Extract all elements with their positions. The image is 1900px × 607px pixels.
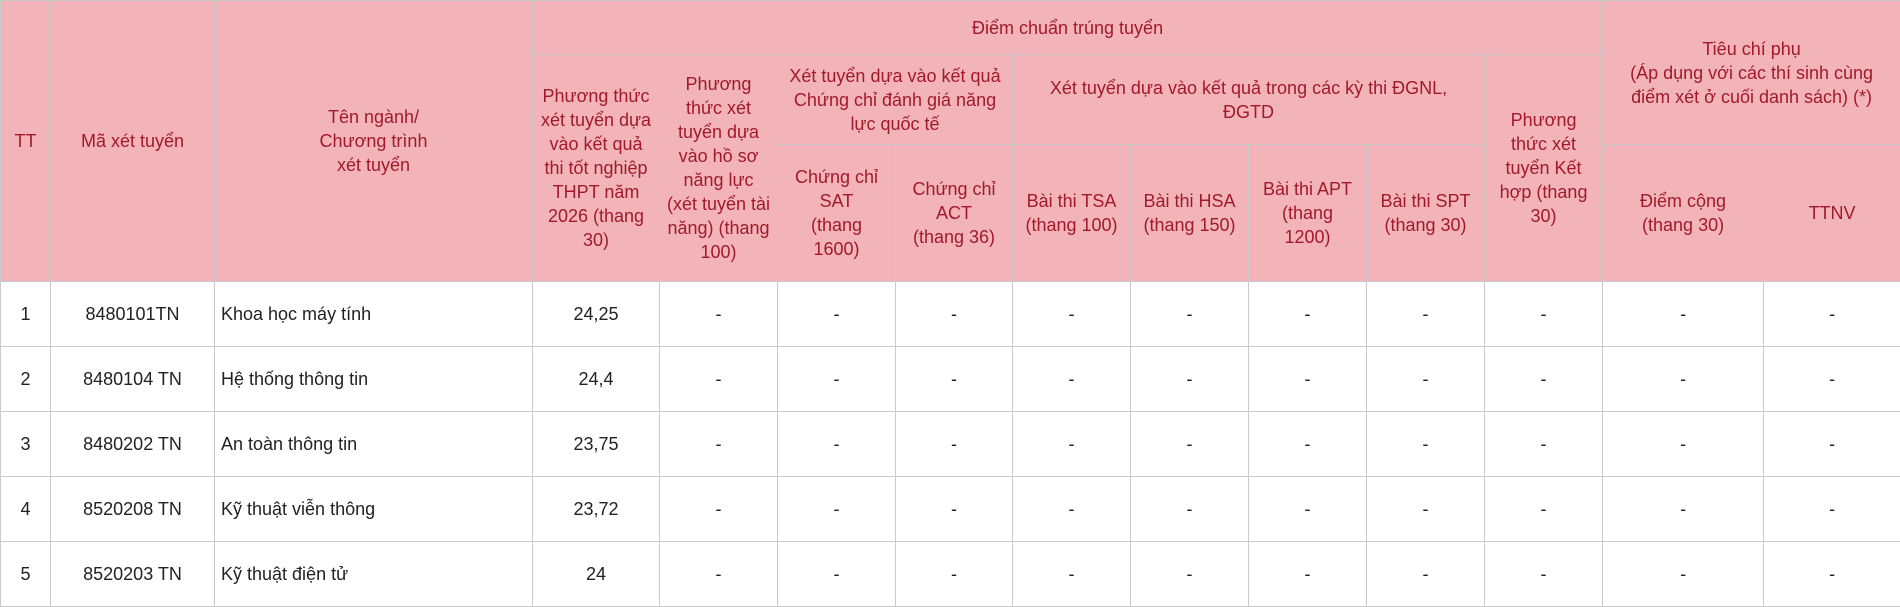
cell-act: - [896, 477, 1013, 542]
cell-tt: 4 [1, 477, 51, 542]
cell-ttnv: - [1764, 542, 1900, 607]
col-header-ten-line: Tên ngành/ [221, 105, 526, 129]
cell-hoso: - [660, 477, 778, 542]
col-header-ket-hop: Phương thức xét tuyển Kết hợp (thang 30) [1485, 55, 1603, 282]
col-header-diem-cong [1603, 145, 1764, 282]
col-header-apt-line: 1200) [1255, 225, 1360, 249]
col-header-ten [215, 1, 533, 282]
col-header-spt [1367, 145, 1485, 282]
cell-ket-hop: - [1485, 477, 1603, 542]
cell-spt: - [1367, 542, 1485, 607]
cell-hsa: - [1131, 477, 1249, 542]
cell-ten: An toàn thông tin [215, 412, 533, 477]
cell-thpt: 24 [533, 542, 660, 607]
cell-act: - [896, 282, 1013, 347]
cell-diem-cong: - [1603, 347, 1764, 412]
cell-ket-hop: - [1485, 282, 1603, 347]
col-header-ten-line: xét tuyển [221, 153, 526, 177]
cell-thpt: 23,75 [533, 412, 660, 477]
cell-tt: 3 [1, 412, 51, 477]
group-header-chung-chi: Xét tuyển dựa vào kết quả Chứng chỉ đánh giá năng lực quốc tế [778, 55, 1013, 145]
cell-tsa: - [1013, 347, 1131, 412]
col-header-tt: TT [1, 1, 51, 282]
group-header-dgnl [1013, 55, 1485, 145]
col-header-tsa-line: Bài thi TSA [1019, 189, 1124, 213]
group-header-diem-chuan: Điểm chuẩn trúng tuyển [533, 1, 1603, 55]
col-header-apt-line: (thang [1255, 201, 1360, 225]
cell-hsa: - [1131, 542, 1249, 607]
table-body [1, 282, 1900, 607]
col-header-apt-line: Bài thi APT [1255, 177, 1360, 201]
cell-ma: 8480101TN [51, 282, 215, 347]
col-header-apt [1249, 145, 1367, 282]
cell-thpt: 24,25 [533, 282, 660, 347]
cell-hsa: - [1131, 412, 1249, 477]
group-header-tieu-chi-line: (Áp dụng với các thí sinh cùng [1609, 61, 1894, 85]
group-header-dgnl-line: Xét tuyển dựa vào kết quả trong các kỳ thi ĐGNL, [1019, 76, 1478, 100]
cell-spt: - [1367, 412, 1485, 477]
cell-ttnv: - [1764, 347, 1900, 412]
table-row [1, 282, 1900, 347]
cell-diem-cong: - [1603, 412, 1764, 477]
cell-ten: Khoa học máy tính [215, 282, 533, 347]
group-header-tieu-chi-line: điểm xét ở cuối danh sách) (*) [1609, 85, 1894, 109]
cell-sat: - [778, 347, 896, 412]
cell-sat: - [778, 282, 896, 347]
col-header-tsa-line: (thang 100) [1019, 213, 1124, 237]
cell-tsa: - [1013, 542, 1131, 607]
cell-tt: 5 [1, 542, 51, 607]
cell-ket-hop: - [1485, 347, 1603, 412]
group-header-tieu-chi [1603, 1, 1900, 145]
cell-diem-cong: - [1603, 542, 1764, 607]
cell-hsa: - [1131, 347, 1249, 412]
cell-act: - [896, 542, 1013, 607]
col-header-act-line: (thang 36) [902, 225, 1006, 249]
col-header-ttnv: TTNV [1764, 145, 1900, 282]
col-header-diem-cong-line: Điểm cộng [1609, 189, 1757, 213]
col-header-act-line: Chứng chỉ [902, 177, 1006, 201]
table-row [1, 412, 1900, 477]
col-header-act-line: ACT [902, 201, 1006, 225]
cell-tt: 2 [1, 347, 51, 412]
cell-act: - [896, 412, 1013, 477]
col-header-tsa [1013, 145, 1131, 282]
col-header-diem-cong-line: (thang 30) [1609, 213, 1757, 237]
cell-tsa: - [1013, 282, 1131, 347]
cell-hoso: - [660, 347, 778, 412]
group-header-dgnl-line: ĐGTD [1019, 100, 1478, 124]
cell-act: - [896, 347, 1013, 412]
cell-ket-hop: - [1485, 542, 1603, 607]
col-header-hsa-line: Bài thi HSA [1137, 189, 1242, 213]
group-header-tieu-chi-line: Tiêu chí phụ [1609, 37, 1894, 61]
cell-sat: - [778, 412, 896, 477]
cell-hsa: - [1131, 282, 1249, 347]
col-header-hsa-line: (thang 150) [1137, 213, 1242, 237]
table-row [1, 477, 1900, 542]
cell-hoso: - [660, 282, 778, 347]
cell-apt: - [1249, 412, 1367, 477]
cell-apt: - [1249, 542, 1367, 607]
col-header-sat-line: Chứng chỉ [784, 165, 889, 189]
col-header-thpt: Phương thức xét tuyển dựa vào kết quả thi tốt nghiệp THPT năm 2026 (thang 30) [533, 55, 660, 282]
cell-thpt: 23,72 [533, 477, 660, 542]
col-header-ma: Mã xét tuyển [51, 1, 215, 282]
cell-sat: - [778, 477, 896, 542]
cell-hoso: - [660, 542, 778, 607]
cell-spt: - [1367, 282, 1485, 347]
cell-hoso: - [660, 412, 778, 477]
cell-spt: - [1367, 347, 1485, 412]
cell-diem-cong: - [1603, 282, 1764, 347]
cell-ma: 8480104 TN [51, 347, 215, 412]
col-header-act [896, 145, 1013, 282]
cell-ttnv: - [1764, 412, 1900, 477]
cell-tt: 1 [1, 282, 51, 347]
cell-ten: Hệ thống thông tin [215, 347, 533, 412]
cell-apt: - [1249, 347, 1367, 412]
col-header-spt-line: Bài thi SPT [1373, 189, 1478, 213]
cell-ttnv: - [1764, 477, 1900, 542]
cell-thpt: 24,4 [533, 347, 660, 412]
cell-ten: Kỹ thuật điện tử [215, 542, 533, 607]
col-header-spt-line: (thang 30) [1373, 213, 1478, 237]
table-header [1, 1, 1900, 282]
table-row [1, 347, 1900, 412]
cell-ma: 8520208 TN [51, 477, 215, 542]
cell-tsa: - [1013, 412, 1131, 477]
cell-tsa: - [1013, 477, 1131, 542]
col-header-sat-line: 1600) [784, 237, 889, 261]
col-header-hsa [1131, 145, 1249, 282]
cell-spt: - [1367, 477, 1485, 542]
cell-ma: 8520203 TN [51, 542, 215, 607]
col-header-sat-line: SAT [784, 189, 889, 213]
col-header-sat-line: (thang [784, 213, 889, 237]
cell-apt: - [1249, 477, 1367, 542]
col-header-hoso: Phương thức xét tuyển dựa vào hồ sơ năng lực (xét tuyển tài năng) (thang 100) [660, 55, 778, 282]
col-header-ten-line: Chương trình [221, 129, 526, 153]
cell-ket-hop: - [1485, 412, 1603, 477]
cell-apt: - [1249, 282, 1367, 347]
cell-ten: Kỹ thuật viễn thông [215, 477, 533, 542]
cell-sat: - [778, 542, 896, 607]
cell-diem-cong: - [1603, 477, 1764, 542]
cell-ma: 8480202 TN [51, 412, 215, 477]
col-header-sat [778, 145, 896, 282]
cell-ttnv: - [1764, 282, 1900, 347]
table-row [1, 542, 1900, 607]
